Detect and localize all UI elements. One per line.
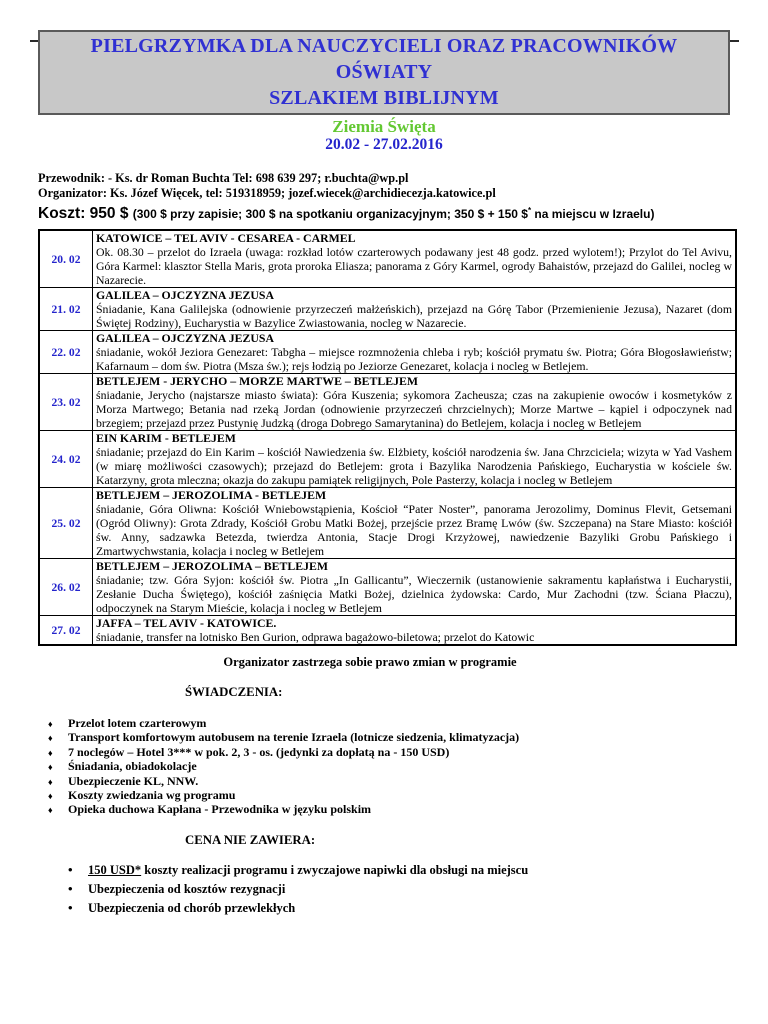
included-item-text: 7 noclegów – Hotel 3*** w pok. 2, 3 - os. (jedynki za dopłatą na - 150 USD) bbox=[68, 744, 450, 759]
included-item bbox=[48, 731, 738, 745]
itinerary-details bbox=[93, 559, 737, 616]
itinerary-day-title: BETLEJEM - JERYCHO – MORZE MARTWE – BETLEJEM bbox=[96, 374, 418, 388]
itinerary-details bbox=[93, 488, 737, 559]
itinerary-day-description: śniadanie; tzw. Góra Syjon: kościół św. Piotra „In Gallicantu”, Wieczernik (ustanowienie sakramentu kapłaństwa i Eucharystii, Zesłanie Ducha Świętego), kościół zaśnięcia Matki Bożej, dzielnica żydowska: Cardo, Mur Zachodni (tzw. Ściana Płaczu), odpoczynek na Starym Mieście, kolacja i nocleg w Betlejem bbox=[96, 573, 732, 615]
organizer-contact-line: Organizator: Ks. Józef Więcek, tel: 519318959; jozef.wiecek@archidiecezja.katowice.pl bbox=[38, 186, 496, 200]
bullet-icon: • bbox=[68, 880, 73, 896]
itinerary-row bbox=[39, 331, 736, 374]
itinerary-table-body bbox=[39, 230, 736, 645]
itinerary-day-description: śniadanie; przejazd do Ein Karim – kościół Nawiedzenia św. Elżbiety, kościół narodzenia św. Jana Chrzciciela; wizyta w Yad Vashem (w miarę możliwości czasowych); przejazd do Betlejem: grota i Bazylika Narodzenia Pańskiego, Eucharystia w kościele św. Katarzyny, grota mleczna; okazja do zakupu pamiątek religijnych, Pole Pasterzy, kolacja i nocleg w Betlejem bbox=[96, 445, 732, 487]
included-item-text: Transport komfortowym autobusem na terenie Izraela (lotnicze siedzenia, klimatyzacja) bbox=[68, 730, 520, 745]
itinerary-day-title: BETLEJEM – JEROZOLIMA - BETLEJEM bbox=[96, 488, 327, 502]
page-title-line2: SZLAKIEM BIBLIJNYM bbox=[269, 87, 499, 109]
cost-details bbox=[133, 207, 655, 221]
itinerary-day-description: śniadanie, transfer na lotnisko Ben Gurion, odprawa bagażowo-biletowa; przelot do Katowic bbox=[96, 630, 535, 644]
included-item bbox=[48, 803, 738, 817]
itinerary-details bbox=[93, 331, 737, 374]
itinerary-date: 21. 02 bbox=[39, 288, 93, 331]
program-change-disclaimer: Organizator zastrzega sobie prawo zmian w programie bbox=[223, 655, 517, 669]
included-item-text: Koszty zwiedzania wg programu bbox=[68, 788, 236, 803]
guide-contact-line: Przewodnik: - Ks. dr Roman Buchta Tel: 698 639 297; r.buchta@wp.pl bbox=[38, 171, 409, 185]
bullet-icon: ♦ bbox=[48, 762, 53, 773]
itinerary-day-title: JAFFA – TEL AVIV - KATOWICE. bbox=[96, 616, 277, 630]
included-item bbox=[48, 717, 738, 731]
title-banner bbox=[38, 30, 730, 115]
bullet-icon: • bbox=[68, 899, 73, 915]
itinerary-date: 23. 02 bbox=[39, 374, 93, 431]
itinerary-details bbox=[93, 431, 737, 488]
document-page bbox=[0, 30, 768, 1024]
itinerary-day-title: EIN KARIM - BETLEJEM bbox=[96, 431, 236, 445]
excluded-item bbox=[68, 901, 738, 915]
itinerary-day-description: śniadanie, Góra Oliwna: Kościół Wniebowstąpienia, Kościoł “Pater Noster”, panorama Jerozolimy, Dominus Flevit, Getsemani (Ogród Oliwny): Grota Zdrady, Kościół Grobu Matki Bożej, przejście przez Bramę Lwów (św. Szczepana) na Stare Miasto: kościół św. Anny, sadzawka Betezda, twierdza Antonia, Stacje Drogi Krzyżowej, nawiedzenie Bazyliki Grobu Pańskiego i Zmartwychwstania, kolacja i nocleg w Betlejem bbox=[96, 502, 732, 558]
cost-details-asterisk: * bbox=[527, 206, 532, 215]
cost-label: Koszt: 950 $ bbox=[38, 205, 133, 222]
bullet-icon: ♦ bbox=[48, 733, 53, 744]
excluded-item-text bbox=[88, 863, 528, 877]
itinerary-row bbox=[39, 559, 736, 616]
included-heading: ŚWIADCZENIA: bbox=[185, 685, 283, 699]
itinerary-date: 20. 02 bbox=[39, 230, 93, 288]
included-item bbox=[48, 775, 738, 789]
itinerary-day-description: śniadanie, Jerycho (najstarsze miasto świata): Góra Kuszenia; sykomora Zacheusza; czas na zakupienie owoców i kosmetyków z Morza Martwego; Betania nad rzeką Jordan (odnowienie przyrzeczeń chrzcielnych); Morze Martwe – kąpiel i odpoczynek nad brzegiem; przejazd przez Pustynię Judzką (droga Dobrego Samarytanina) do Betlejem, kolacja i nocleg w Betlejem bbox=[96, 388, 732, 430]
bullet-icon: ♦ bbox=[48, 805, 53, 816]
included-list bbox=[38, 717, 738, 818]
itinerary-table bbox=[38, 229, 737, 646]
itinerary-details bbox=[93, 374, 737, 431]
extra-cost-amount: 150 USD* bbox=[88, 862, 142, 877]
bullet-icon: ♦ bbox=[48, 776, 53, 787]
subtitle-ziemia-swieta: Ziemia Święta bbox=[332, 117, 436, 136]
itinerary-row bbox=[39, 288, 736, 331]
itinerary-details bbox=[93, 616, 737, 646]
itinerary-details bbox=[93, 230, 737, 288]
included-item-text: Opieka duchowa Kapłana - Przewodnika w języku polskim bbox=[68, 802, 372, 817]
bullet-icon: • bbox=[68, 861, 73, 877]
itinerary-day-description: Ok. 08.30 – przelot do Izraela (uwaga: rozkład lotów czarterowych podawany jest 48 godz. przed wylotem!); Przylot do Tel Avivu, Góra Karmel: klasztor Stella Maris, grota proroka Eliasza; panorama z Góry Karmel, ogrody Bahaistów, przejazd do Galilei, nocleg w Nazarecie. bbox=[96, 245, 732, 287]
bullet-icon: ♦ bbox=[48, 747, 53, 758]
included-item bbox=[48, 760, 738, 774]
itinerary-row bbox=[39, 431, 736, 488]
included-item bbox=[48, 789, 738, 803]
excluded-item-text: Ubezpieczenia od chorób przewlekłych bbox=[88, 900, 296, 915]
itinerary-row bbox=[39, 616, 736, 646]
included-item-text: Przelot lotem czarterowym bbox=[68, 716, 207, 730]
itinerary-day-title: KATOWICE – TEL AVIV - CESAREA - CARMEL bbox=[96, 231, 356, 245]
bullet-icon: ♦ bbox=[48, 719, 53, 729]
excluded-item-text: Ubezpieczenia od kosztów rezygnacji bbox=[88, 881, 286, 896]
itinerary-row bbox=[39, 230, 736, 288]
bullet-icon: ♦ bbox=[48, 791, 53, 802]
itinerary-day-title: GALILEA – OJCZYZNA JEZUSA bbox=[96, 288, 274, 302]
itinerary-day-description: Śniadanie, Kana Galilejska (odnowienie przyrzeczeń małżeńskich), przejazd na Górę Tabor (Przemienienie Jezusa), Nazaret (dom Świętej Rodziny), Eucharystia w Bazylice Zwiastowania, nocleg w Nazarecie. bbox=[96, 302, 732, 330]
cost-details-post: na miejscu w Izraelu) bbox=[531, 207, 655, 221]
included-item-text: Śniadania, obiadokolacje bbox=[68, 759, 197, 774]
itinerary-date: 22. 02 bbox=[39, 331, 93, 374]
excluded-item-extra-cost bbox=[68, 863, 738, 877]
itinerary-row bbox=[39, 374, 736, 431]
itinerary-row bbox=[39, 488, 736, 559]
itinerary-date: 25. 02 bbox=[39, 488, 93, 559]
cost-details-pre: (300 $ przy zapisie; 300 $ na spotkaniu organizacyjnym; 350 $ + 150 $ bbox=[132, 207, 528, 221]
extra-cost-description: koszty realizacji programu i zwyczajowe napiwki dla obsługi na miejscu bbox=[141, 862, 529, 877]
itinerary-day-title: BETLEJEM – JEROZOLIMA – BETLEJEM bbox=[96, 559, 329, 573]
contact-block bbox=[38, 171, 738, 223]
included-item-text: Ubezpieczenie KL, NNW. bbox=[68, 773, 199, 788]
itinerary-date: 26. 02 bbox=[39, 559, 93, 616]
excluded-item bbox=[68, 882, 738, 896]
document-content bbox=[0, 30, 768, 915]
itinerary-details bbox=[93, 288, 737, 331]
itinerary-day-description: śniadanie, wokół Jeziora Genezaret: Tabgha – miejsce rozmnożenia chleba i ryb; kościół prymatu św. Piotra; Góra Błogosławieństw; Kafarnaum – dom św. Piotra (Msza św.); rejs łodzią po Jeziorze Genezaret, kolacja i nocleg w Betlejem. bbox=[96, 345, 732, 373]
page-title-line1: PIELGRZYMKA DLA NAUCZYCIELI ORAZ PRACOWNIKÓW OŚWIATY bbox=[90, 35, 678, 83]
trip-date-range: 20.02 - 27.02.2016 bbox=[325, 136, 443, 153]
excluded-heading: CENA NIE ZAWIERA: bbox=[185, 832, 316, 847]
included-item bbox=[48, 746, 738, 760]
itinerary-day-title: GALILEA – OJCZYZNA JEZUSA bbox=[96, 331, 274, 345]
cost-line bbox=[38, 202, 738, 223]
excluded-list bbox=[38, 863, 738, 915]
itinerary-date: 27. 02 bbox=[39, 616, 93, 646]
itinerary-date: 24. 02 bbox=[39, 431, 93, 488]
